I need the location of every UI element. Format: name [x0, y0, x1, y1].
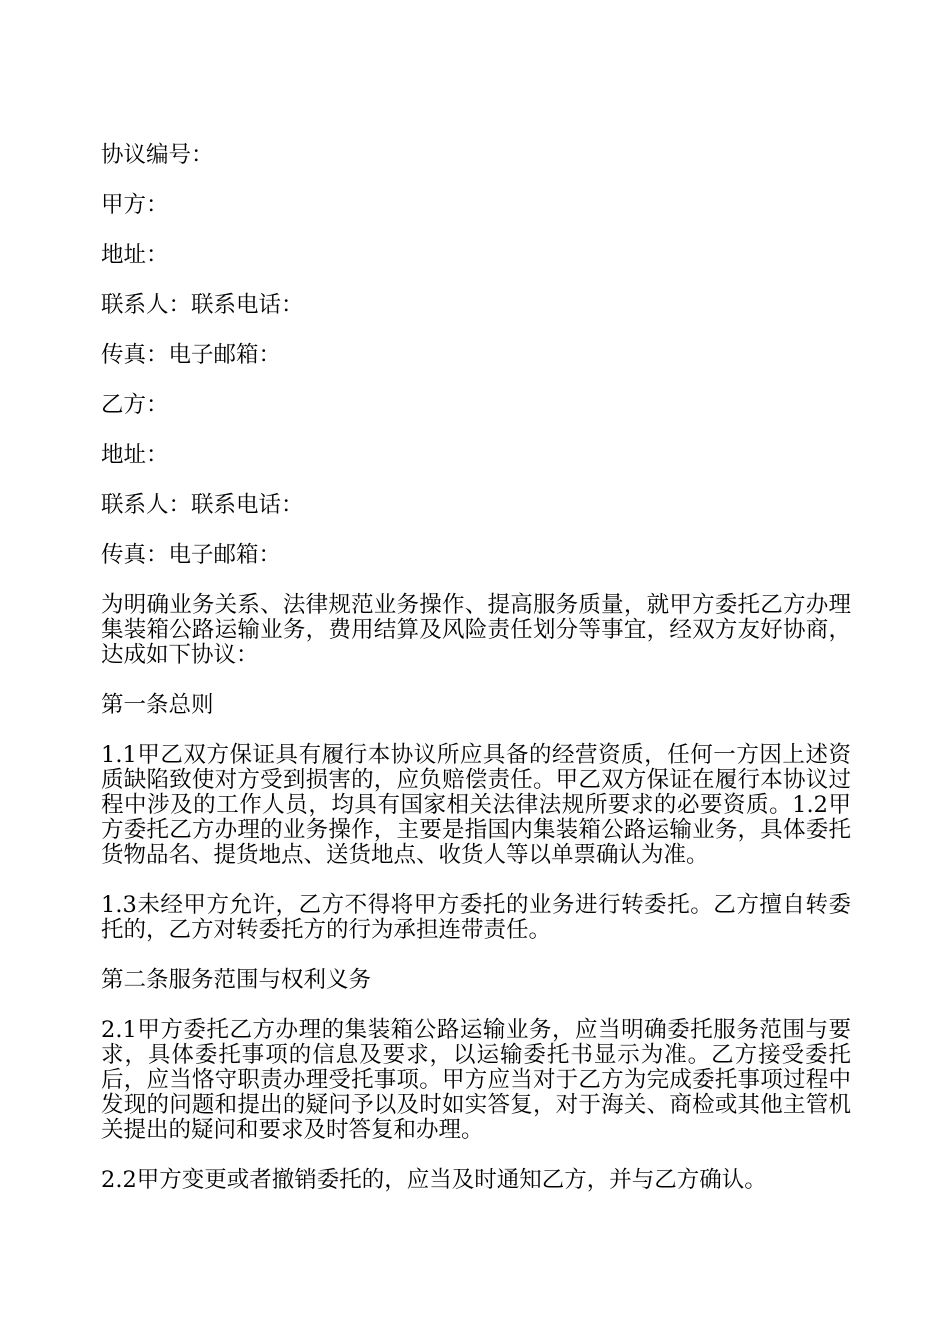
- preamble: 为明确业务关系、法律规范业务操作、提高服务质量，就甲方委托乙方办理集装箱公路运输业务，费用结算及风险责任划分等事宜，经双方友好协商，达成如下协议：: [101, 592, 851, 668]
- field-party-a: 甲方：: [101, 192, 169, 218]
- section-2-title: 第二条服务范围与权利义务: [101, 967, 372, 993]
- field-agreement-number: 协议编号：: [101, 142, 214, 168]
- field-party-b-fax-email: 传真：电子邮箱：: [101, 542, 282, 568]
- document-page: [101, 143, 851, 1218]
- field-party-b-address: 地址：: [101, 442, 169, 468]
- section-1-paragraph: 1.1甲乙双方保证具有履行本协议所应具备的经营资质，任何一方因上述资质缺陷致使对方受到损害的，应负赔偿责任。甲乙双方保证在履行本协议过程中涉及的工作人员，均具有国家相关法律法规所要求的必要资质。1.2甲方委托乙方办理的业务操作，主要是指国内集装箱公路运输业务，具体委托货物品名、提货地点、送货地点、收货人等以单票确认为准。: [101, 742, 851, 868]
- field-party-a-fax-email: 传真：电子邮箱：: [101, 342, 282, 368]
- field-party-a-contact: 联系人：联系电话：: [101, 292, 304, 318]
- section-2-paragraph: 2.1甲方委托乙方办理的集装箱公路运输业务，应当明确委托服务范围与要求，具体委托事项的信息及要求，以运输委托书显示为准。乙方接受委托后，应当恪守职责办理受托事项。甲方应当对于乙方为完成委托事项过程中发现的问题和提出的疑问予以及时如实答复，对于海关、商检或其他主管机关提出的疑问和要求及时答复和办理。: [101, 1017, 851, 1143]
- section-2-paragraph: 2.2甲方变更或者撤销委托的，应当及时通知乙方，并与乙方确认。: [101, 1167, 767, 1193]
- section-1-paragraph: 1.3未经甲方允许，乙方不得将甲方委托的业务进行转委托。乙方擅自转委托的，乙方对转委托方的行为承担连带责任。: [101, 892, 851, 943]
- field-party-a-address: 地址：: [101, 242, 169, 268]
- field-party-b-contact: 联系人：联系电话：: [101, 492, 304, 518]
- section-1-title: 第一条总则: [101, 692, 214, 718]
- field-party-b: 乙方：: [101, 392, 169, 418]
